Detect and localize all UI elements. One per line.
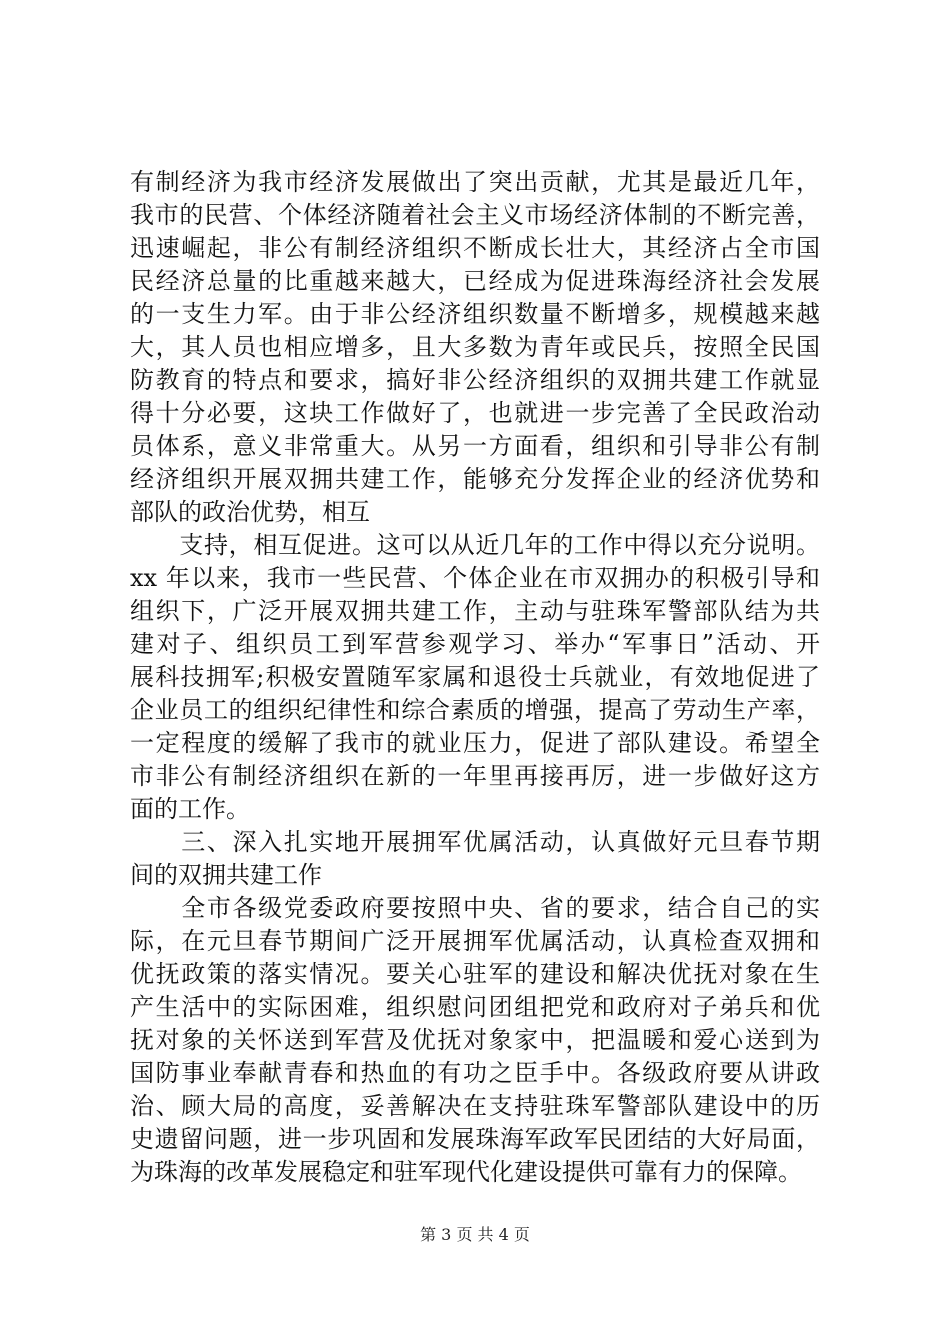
page-number-footer: 第 3 页 共 4 页 <box>420 1225 530 1244</box>
text-line: 际，在元旦春节期间广泛开展拥军优属活动，认真检查双拥和 <box>130 927 820 955</box>
text-line: 治、顾大局的高度，妥善解决在支持驻珠军警部队建设中的历 <box>130 1092 820 1120</box>
text-line: 优抚政策的落实情况。要关心驻军的建设和解决优抚对象在生 <box>130 960 820 988</box>
text-line: 支持，相互促进。这可以从近几年的工作中得以充分说明。 <box>130 531 820 559</box>
text-line: 建对子、组织员工到军营参观学习、举办“军事日”活动、开 <box>130 630 820 658</box>
text-line: 组织下，广泛开展双拥共建工作，主动与驻珠军警部队结为共 <box>130 597 820 625</box>
text-line: 迅速崛起，非公有制经济组织不断成长壮大，其经济占全市国 <box>130 234 820 262</box>
text-line: 员体系，意义非常重大。从另一方面看，组织和引导非公有制 <box>130 432 820 460</box>
text-line: 有制经济为我市经济发展做出了突出贡献，尤其是最近几年， <box>130 168 820 196</box>
text-line: 民经济总量的比重越来越大，已经成为促进珠海经济社会发展 <box>130 267 820 295</box>
text-line: 企业员工的组织纪律性和综合素质的增强，提高了劳动生产率， <box>130 696 820 724</box>
text-line: 抚对象的关怀送到军营及优抚对象家中，把温暖和爱心送到为 <box>130 1026 820 1054</box>
text-line: 的一支生力军。由于非公经济组织数量不断增多，规模越来越 <box>130 300 820 328</box>
text-line: 部队的政治优势，相互 <box>130 498 370 526</box>
text-line: 一定程度的缓解了我市的就业压力，促进了部队建设。希望全 <box>130 729 820 757</box>
text-line: 为珠海的改革发展稳定和驻军现代化建设提供可靠有力的保障。 <box>130 1158 802 1186</box>
text-line: xx 年以来，我市一些民营、个体企业在市双拥办的积极引导和 <box>130 564 820 592</box>
section-heading-line: 三、深入扎实地开展拥军优属活动，认真做好元旦春节期 <box>130 828 820 856</box>
text-line: 产生活中的实际困难，组织慰问团组把党和政府对子弟兵和优 <box>130 993 820 1021</box>
text-line: 大，其人员也相应增多，且大多数为青年或民兵，按照全民国 <box>130 333 820 361</box>
text-line: 史遗留问题，进一步巩固和发展珠海军政军民团结的大好局面， <box>130 1125 820 1153</box>
text-line: 面的工作。 <box>130 795 250 823</box>
text-line: 国防事业奉献青春和热血的有功之臣手中。各级政府要从讲政 <box>130 1059 820 1087</box>
text-line: 展科技拥军;积极安置随军家属和退役士兵就业，有效地促进了 <box>130 663 820 691</box>
body-text <box>130 166 820 1189</box>
text-line: 得十分必要，这块工作做好了，也就进一步完善了全民政治动 <box>130 399 820 427</box>
text-line: 经济组织开展双拥共建工作，能够充分发挥企业的经济优势和 <box>130 465 820 493</box>
section-heading-line: 间的双拥共建工作 <box>130 861 322 889</box>
text-line: 全市各级党委政府要按照中央、省的要求，结合自己的实 <box>130 894 820 922</box>
text-line: 我市的民营、个体经济随着社会主义市场经济体制的不断完善， <box>130 201 820 229</box>
text-line: 市非公有制经济组织在新的一年里再接再厉，进一步做好这方 <box>130 762 820 790</box>
text-line: 防教育的特点和要求，搞好非公经济组织的双拥共建工作就显 <box>130 366 820 394</box>
